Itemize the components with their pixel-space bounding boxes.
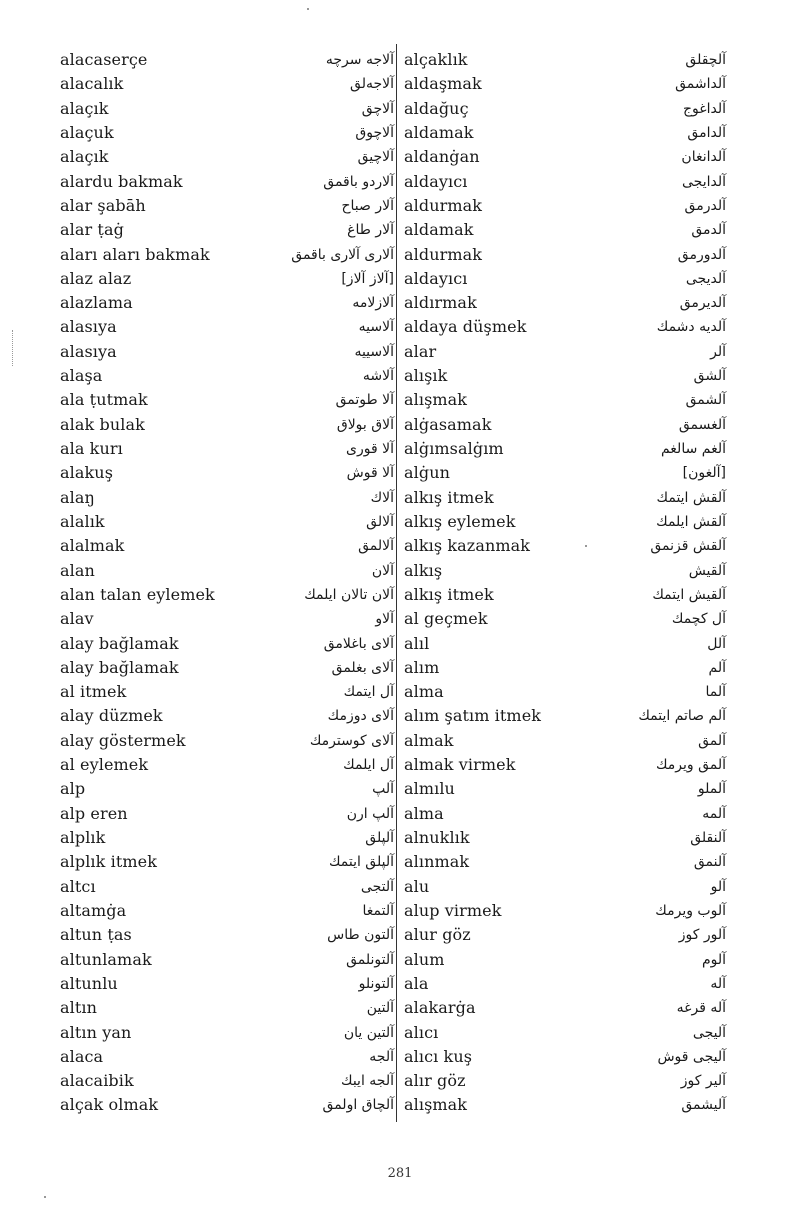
dictionary-entry — [60, 1021, 394, 1045]
dictionary-entry — [404, 1045, 726, 1069]
dictionary-entry — [404, 145, 726, 169]
entry-ottoman-script: آلقیش ایتمك — [652, 586, 726, 603]
entry-ottoman-script: آلمه — [702, 805, 726, 822]
dictionary-entry — [404, 315, 726, 339]
entry-ottoman-script: آلاچیق — [357, 149, 394, 166]
entry-transliteration: alacalık — [60, 74, 124, 94]
entry-transliteration: aldamak — [404, 122, 474, 142]
entry-transliteration: alay bağlamak — [60, 657, 179, 677]
dictionary-entry — [60, 948, 394, 972]
dictionary-entry — [404, 413, 726, 437]
dictionary-entry — [404, 1021, 726, 1045]
entry-ottoman-script: آلیر کوز — [680, 1073, 726, 1090]
entry-transliteration: alalık — [60, 511, 105, 531]
entry-transliteration: alan talan eylemek — [60, 584, 215, 604]
entry-ottoman-script: آلا قوش — [346, 465, 394, 482]
entry-ottoman-script: آلتمغا — [362, 902, 394, 919]
entry-transliteration: alınmak — [404, 852, 470, 872]
entry-transliteration: alaçık — [60, 98, 109, 118]
dictionary-entry — [404, 461, 726, 485]
entry-ottoman-script: آلاچق — [361, 100, 394, 117]
dictionary-entry — [60, 802, 394, 826]
dictionary-entry — [60, 170, 394, 194]
entry-transliteration: altunlamak — [60, 949, 152, 969]
dictionary-entry — [404, 899, 726, 923]
entry-transliteration: alp eren — [60, 803, 128, 823]
entry-ottoman-script: آلان تالان ایلمك — [304, 586, 394, 603]
entry-ottoman-script: آلای باغلامق — [323, 635, 394, 652]
entry-transliteration: altcı — [60, 876, 96, 896]
entry-ottoman-script: آلیجی قوش — [657, 1048, 726, 1065]
dictionary-entry — [60, 972, 394, 996]
dictionary-entry — [404, 72, 726, 96]
entry-transliteration: almak virmek — [404, 755, 516, 775]
dictionary-entry — [404, 437, 726, 461]
dictionary-entry — [60, 97, 394, 121]
dictionary-entry — [404, 680, 726, 704]
entry-transliteration: alaçık — [60, 147, 109, 167]
dictionary-entry — [404, 510, 726, 534]
entry-transliteration: alaz alaz — [60, 268, 132, 288]
entry-transliteration: alışık — [404, 366, 448, 386]
entry-transliteration: alur göz — [404, 925, 471, 945]
dictionary-entry — [404, 996, 726, 1020]
dictionary-entry — [60, 899, 394, 923]
entry-transliteration: alplık itmek — [60, 852, 157, 872]
entry-ottoman-script: آلقیش — [688, 562, 726, 579]
entry-ottoman-script: آلجه — [369, 1048, 394, 1065]
dictionary-entry — [60, 145, 394, 169]
dictionary-entry — [60, 437, 394, 461]
entry-transliteration: alnuklık — [404, 828, 470, 847]
entry-transliteration: alġımsalġım — [404, 439, 504, 458]
entry-ottoman-script: آلشمق — [685, 392, 726, 409]
entry-ottoman-script: آلم صاتم ایتمك — [638, 708, 726, 725]
entry-transliteration: alalmak — [60, 536, 125, 556]
entry-transliteration: alup virmek — [404, 900, 502, 920]
entry-ottoman-script: آلازلامه — [352, 295, 394, 312]
dictionary-entry — [404, 948, 726, 972]
dictionary-entry — [404, 704, 726, 728]
dictionary-entry — [404, 826, 726, 850]
entry-ottoman-script: آلتین یان — [343, 1024, 394, 1041]
entry-ottoman-script: آلغم سالغم — [660, 441, 726, 457]
entry-transliteration: aldaşmak — [404, 74, 482, 94]
dictionary-entry — [60, 680, 394, 704]
entry-ottoman-script: آلتجی — [360, 878, 394, 895]
entry-transliteration: alacaserçe — [60, 50, 148, 69]
entry-transliteration: altunlu — [60, 973, 118, 993]
entry-ottoman-script: آله قرغه — [676, 1000, 726, 1017]
entry-transliteration: aldağuç — [404, 98, 469, 118]
entry-ottoman-script: آلم — [708, 659, 726, 676]
dictionary-entry — [404, 607, 726, 631]
entry-transliteration: aları aları bakmak — [60, 244, 210, 264]
dictionary-entry — [60, 1093, 394, 1117]
entry-ottoman-script: آلدامق — [687, 124, 726, 141]
entry-transliteration: alplık — [60, 828, 106, 847]
dictionary-entry — [60, 704, 394, 728]
entry-ottoman-script: آلار طاغ — [347, 222, 394, 239]
entry-transliteration: alçaklık — [404, 50, 468, 69]
dictionary-entry — [404, 534, 726, 558]
entry-ottoman-script: آلیجی — [692, 1024, 726, 1041]
entry-transliteration: alıcı kuş — [404, 1046, 473, 1066]
entry-ottoman-script: آلداغوج — [683, 100, 726, 117]
entry-transliteration: alay düzmek — [60, 706, 163, 726]
margin-dots — [12, 330, 14, 366]
dictionary-entry — [60, 510, 394, 534]
entry-ottoman-script: آل ایتمك — [343, 684, 394, 701]
entry-ottoman-script: آلر — [710, 343, 726, 360]
entry-ottoman-script: آلای بغلمق — [331, 659, 394, 676]
dictionary-entry — [404, 656, 726, 680]
entry-ottoman-script: آلچاق اولمق — [322, 1097, 394, 1114]
dictionary-entry — [60, 777, 394, 801]
entry-transliteration: aldamak — [404, 220, 474, 240]
dictionary-entry — [60, 826, 394, 850]
entry-ottoman-script: آلوم — [701, 951, 726, 968]
dictionary-entry — [404, 97, 726, 121]
dictionary-entry — [60, 583, 394, 607]
entry-transliteration: altun ṭas — [60, 925, 132, 945]
entry-transliteration: alkış itmek — [404, 487, 494, 507]
entry-transliteration: alışmak — [404, 390, 468, 410]
dictionary-entry — [404, 1093, 726, 1117]
dictionary-entry — [404, 777, 726, 801]
dictionary-entry — [60, 632, 394, 656]
dictionary-entry — [404, 170, 726, 194]
entry-ottoman-script: آلما — [705, 684, 726, 701]
entry-transliteration: alaşa — [60, 366, 103, 386]
entry-ottoman-script: آلنقلق — [690, 830, 726, 846]
entry-ottoman-script: آلاچوق — [355, 124, 394, 141]
entry-transliteration: aldayıcı — [404, 268, 468, 288]
entry-ottoman-script: آلدیجی — [685, 270, 726, 287]
entry-transliteration: alay bağlamak — [60, 633, 179, 653]
entry-transliteration: alçak olmak — [60, 1095, 159, 1115]
entry-transliteration: alazlama — [60, 293, 133, 313]
entry-ottoman-script: آلدایجی — [682, 173, 726, 190]
entry-transliteration: alay göstermek — [60, 730, 186, 750]
entry-transliteration: alasıya — [60, 341, 117, 361]
dictionary-entry — [60, 607, 394, 631]
entry-ottoman-script: آلار صباح — [341, 197, 394, 214]
entry-ottoman-script: آلجه ایبك — [341, 1073, 394, 1090]
dictionary-entry — [60, 534, 394, 558]
dictionary-entry — [60, 243, 394, 267]
entry-ottoman-script: آلدرمق — [684, 197, 726, 214]
entry-ottoman-script: آلا طوتمق — [335, 392, 394, 409]
entry-transliteration: alġun — [404, 463, 451, 483]
entry-transliteration: altın yan — [60, 1022, 132, 1042]
entry-ottoman-script: آلوب ویرمك — [655, 902, 726, 919]
entry-transliteration: alar — [404, 341, 437, 361]
entry-transliteration: aldurmak — [404, 195, 483, 215]
entry-ottoman-script: آلدمق — [691, 222, 726, 239]
entry-ottoman-script: آلپ — [372, 781, 394, 798]
entry-transliteration: alav — [60, 609, 94, 629]
entry-ottoman-script: آلیشمق — [681, 1097, 726, 1114]
dictionary-entry — [60, 923, 394, 947]
entry-ottoman-script: آل ایلمك — [343, 757, 394, 774]
entry-ottoman-script: آلدیه دشمك — [656, 319, 726, 336]
dictionary-entry — [404, 267, 726, 291]
entry-transliteration: alım şatım itmek — [404, 706, 542, 726]
dictionary-entry — [404, 340, 726, 364]
entry-ottoman-script: آلاجه سرچه — [325, 52, 394, 68]
entry-ottoman-script: آلدورمق — [677, 246, 726, 263]
entry-transliteration: alum — [404, 949, 445, 969]
dictionary-entry — [60, 559, 394, 583]
entry-transliteration: alır göz — [404, 1071, 466, 1091]
entry-ottoman-script: آل کچمك — [671, 611, 726, 628]
entry-transliteration: alġasamak — [404, 414, 492, 434]
dictionary-entry — [60, 413, 394, 437]
entry-ottoman-script: آلاجەلق — [350, 76, 394, 93]
entry-ottoman-script: آلتونلو — [358, 975, 394, 992]
dictionary-entry — [60, 121, 394, 145]
entry-ottoman-script: آلدیرمق — [679, 295, 726, 312]
entry-ottoman-script: آلشق — [693, 368, 726, 385]
dictionary-entry — [60, 291, 394, 315]
entry-transliteration: alaca — [60, 1046, 104, 1066]
entry-ottoman-script: آلاری آلاری باقمق — [291, 246, 394, 263]
column-divider — [396, 44, 397, 1122]
dictionary-entry — [404, 486, 726, 510]
dictionary-entry — [60, 753, 394, 777]
dictionary-entry — [404, 875, 726, 899]
dictionary-entry — [60, 729, 394, 753]
entry-ottoman-script: آلاو — [375, 611, 394, 628]
entry-transliteration: alaçuk — [60, 122, 114, 142]
dictionary-entry — [60, 218, 394, 242]
entry-ottoman-script: آلاشه — [362, 368, 394, 385]
entry-ottoman-script: آلل — [707, 635, 726, 652]
entry-ottoman-script: آلان — [371, 562, 394, 579]
dictionary-entry — [404, 923, 726, 947]
dictionary-entry — [404, 802, 726, 826]
entry-ottoman-script: آلتین — [366, 1000, 394, 1017]
entry-transliteration: alıcı — [404, 1022, 439, 1042]
dictionary-entry — [404, 850, 726, 874]
entry-ottoman-script: آلپلق ایتمك — [328, 854, 394, 871]
entry-transliteration: alışmak — [404, 1095, 468, 1115]
entry-transliteration: alıl — [404, 633, 430, 653]
dictionary-entry — [404, 583, 726, 607]
entry-transliteration: alp — [60, 779, 86, 799]
dictionary-entry — [60, 1069, 394, 1093]
entry-ottoman-script: آلقش قزنمق — [650, 538, 726, 555]
entry-transliteration: aldaya düşmek — [404, 317, 527, 337]
entry-ottoman-script: [آلغون] — [682, 465, 726, 482]
dictionary-entry — [404, 291, 726, 315]
entry-ottoman-script: آلپ ارن — [346, 805, 394, 822]
dictionary-entry — [404, 729, 726, 753]
dictionary-entry — [404, 194, 726, 218]
entry-transliteration: almak — [404, 730, 454, 750]
dictionary-entry — [60, 850, 394, 874]
entry-transliteration: aldırmak — [404, 293, 477, 313]
entry-transliteration: alasıya — [60, 317, 117, 337]
dictionary-entry — [404, 121, 726, 145]
dictionary-entry — [60, 388, 394, 412]
entry-transliteration: al itmek — [60, 682, 127, 702]
entry-transliteration: altın — [60, 998, 98, 1018]
entry-ottoman-script: آلملو — [697, 781, 726, 798]
page-number: 281 — [387, 1166, 413, 1181]
dictionary-entry — [60, 486, 394, 510]
entry-ottoman-script: آلدانغان — [681, 149, 726, 166]
entry-transliteration: alaŋ — [60, 487, 95, 507]
left-column — [60, 48, 394, 1118]
dictionary-entry — [60, 340, 394, 364]
entry-ottoman-script: آلمق — [698, 732, 726, 749]
dictionary-entry — [404, 972, 726, 996]
entry-transliteration: alma — [404, 682, 444, 702]
dictionary-entry — [404, 218, 726, 242]
right-column — [404, 48, 726, 1118]
dictionary-entry — [60, 1045, 394, 1069]
entry-ottoman-script: آله — [710, 975, 726, 992]
dictionary-entry — [60, 48, 394, 72]
dictionary-entry — [60, 364, 394, 388]
entry-ottoman-script: آلاسیه — [358, 319, 394, 336]
entry-ottoman-script: آلای کوسترمك — [309, 732, 394, 749]
scan-speck — [44, 1196, 46, 1198]
dictionary-entry — [404, 364, 726, 388]
entry-transliteration: altamġa — [60, 900, 127, 920]
dictionary-entry — [60, 194, 394, 218]
entry-transliteration: alma — [404, 803, 444, 823]
entry-ottoman-script: آلالمق — [358, 538, 394, 555]
entry-transliteration: alacaibik — [60, 1071, 134, 1091]
dictionary-entry — [60, 461, 394, 485]
entry-ottoman-script: آلا قوری — [346, 441, 394, 457]
dictionary-entry — [60, 656, 394, 680]
entry-transliteration: alkış kazanmak — [404, 536, 531, 556]
dictionary-entry — [404, 48, 726, 72]
entry-ottoman-script: [آلاز آلاز] — [341, 270, 394, 287]
entry-transliteration: ala kurı — [60, 439, 123, 458]
entry-ottoman-script: آلنمق — [693, 854, 726, 871]
entry-ottoman-script: آلاسییه — [354, 343, 394, 360]
entry-ottoman-script: آلمق ویرمك — [655, 757, 726, 774]
entry-transliteration: alım — [404, 657, 440, 677]
dictionary-entry — [404, 753, 726, 777]
entry-ottoman-script: آلالق — [366, 513, 394, 530]
entry-transliteration: alak bulak — [60, 414, 145, 434]
dictionary-entry — [60, 72, 394, 96]
entry-transliteration: aldayıcı — [404, 171, 468, 191]
entry-transliteration: ala ṭutmak — [60, 390, 148, 410]
entry-transliteration: almılu — [404, 779, 455, 799]
dictionary-entry — [60, 315, 394, 339]
entry-transliteration: alkış eylemek — [404, 511, 516, 531]
entry-ottoman-script: آلاق بولاق — [336, 416, 394, 433]
entry-ottoman-script: آلغسمق — [678, 416, 726, 433]
entry-transliteration: alar şabāh — [60, 195, 146, 215]
entry-transliteration: aldurmak — [404, 244, 483, 264]
dictionary-entry — [60, 875, 394, 899]
entry-transliteration: al geçmek — [404, 609, 488, 629]
entry-ottoman-script: آلتون طاس — [327, 927, 394, 944]
entry-ottoman-script: آلای دوزمك — [327, 708, 394, 725]
entry-transliteration: alar ṭaġ — [60, 220, 124, 240]
entry-transliteration: alkış itmek — [404, 584, 494, 604]
dictionary-entry — [60, 267, 394, 291]
entry-ottoman-script: آلقش ایلمك — [656, 513, 726, 530]
dictionary-entry — [60, 996, 394, 1020]
entry-ottoman-script: آلچقلق — [685, 52, 726, 68]
entry-ottoman-script: آلداشمق — [675, 76, 726, 93]
entry-ottoman-script: آلو — [710, 878, 726, 895]
entry-transliteration: aldanġan — [404, 147, 480, 167]
entry-ottoman-script: آلور کوز — [678, 927, 726, 944]
scan-speck — [307, 8, 309, 10]
entry-transliteration: ala — [404, 973, 429, 993]
entry-transliteration: alardu bakmak — [60, 171, 183, 191]
dictionary-entry — [404, 632, 726, 656]
dictionary-entry — [404, 243, 726, 267]
entry-transliteration: alu — [404, 876, 430, 896]
entry-transliteration: alakarġa — [404, 998, 476, 1018]
entry-ottoman-script: آلقش ایتمك — [656, 489, 726, 506]
dictionary-entry — [404, 1069, 726, 1093]
entry-ottoman-script: آلاك — [370, 489, 394, 506]
entry-ottoman-script: آلاردو باقمق — [323, 173, 394, 190]
entry-transliteration: alkış — [404, 560, 443, 580]
dictionary-entry — [404, 559, 726, 583]
entry-transliteration: alan — [60, 560, 95, 580]
entry-transliteration: alakuş — [60, 463, 114, 483]
entry-ottoman-script: آلپلق — [365, 830, 394, 846]
dictionary-entry — [404, 388, 726, 412]
entry-transliteration: al eylemek — [60, 755, 149, 775]
entry-ottoman-script: آلتونلمق — [346, 951, 394, 968]
